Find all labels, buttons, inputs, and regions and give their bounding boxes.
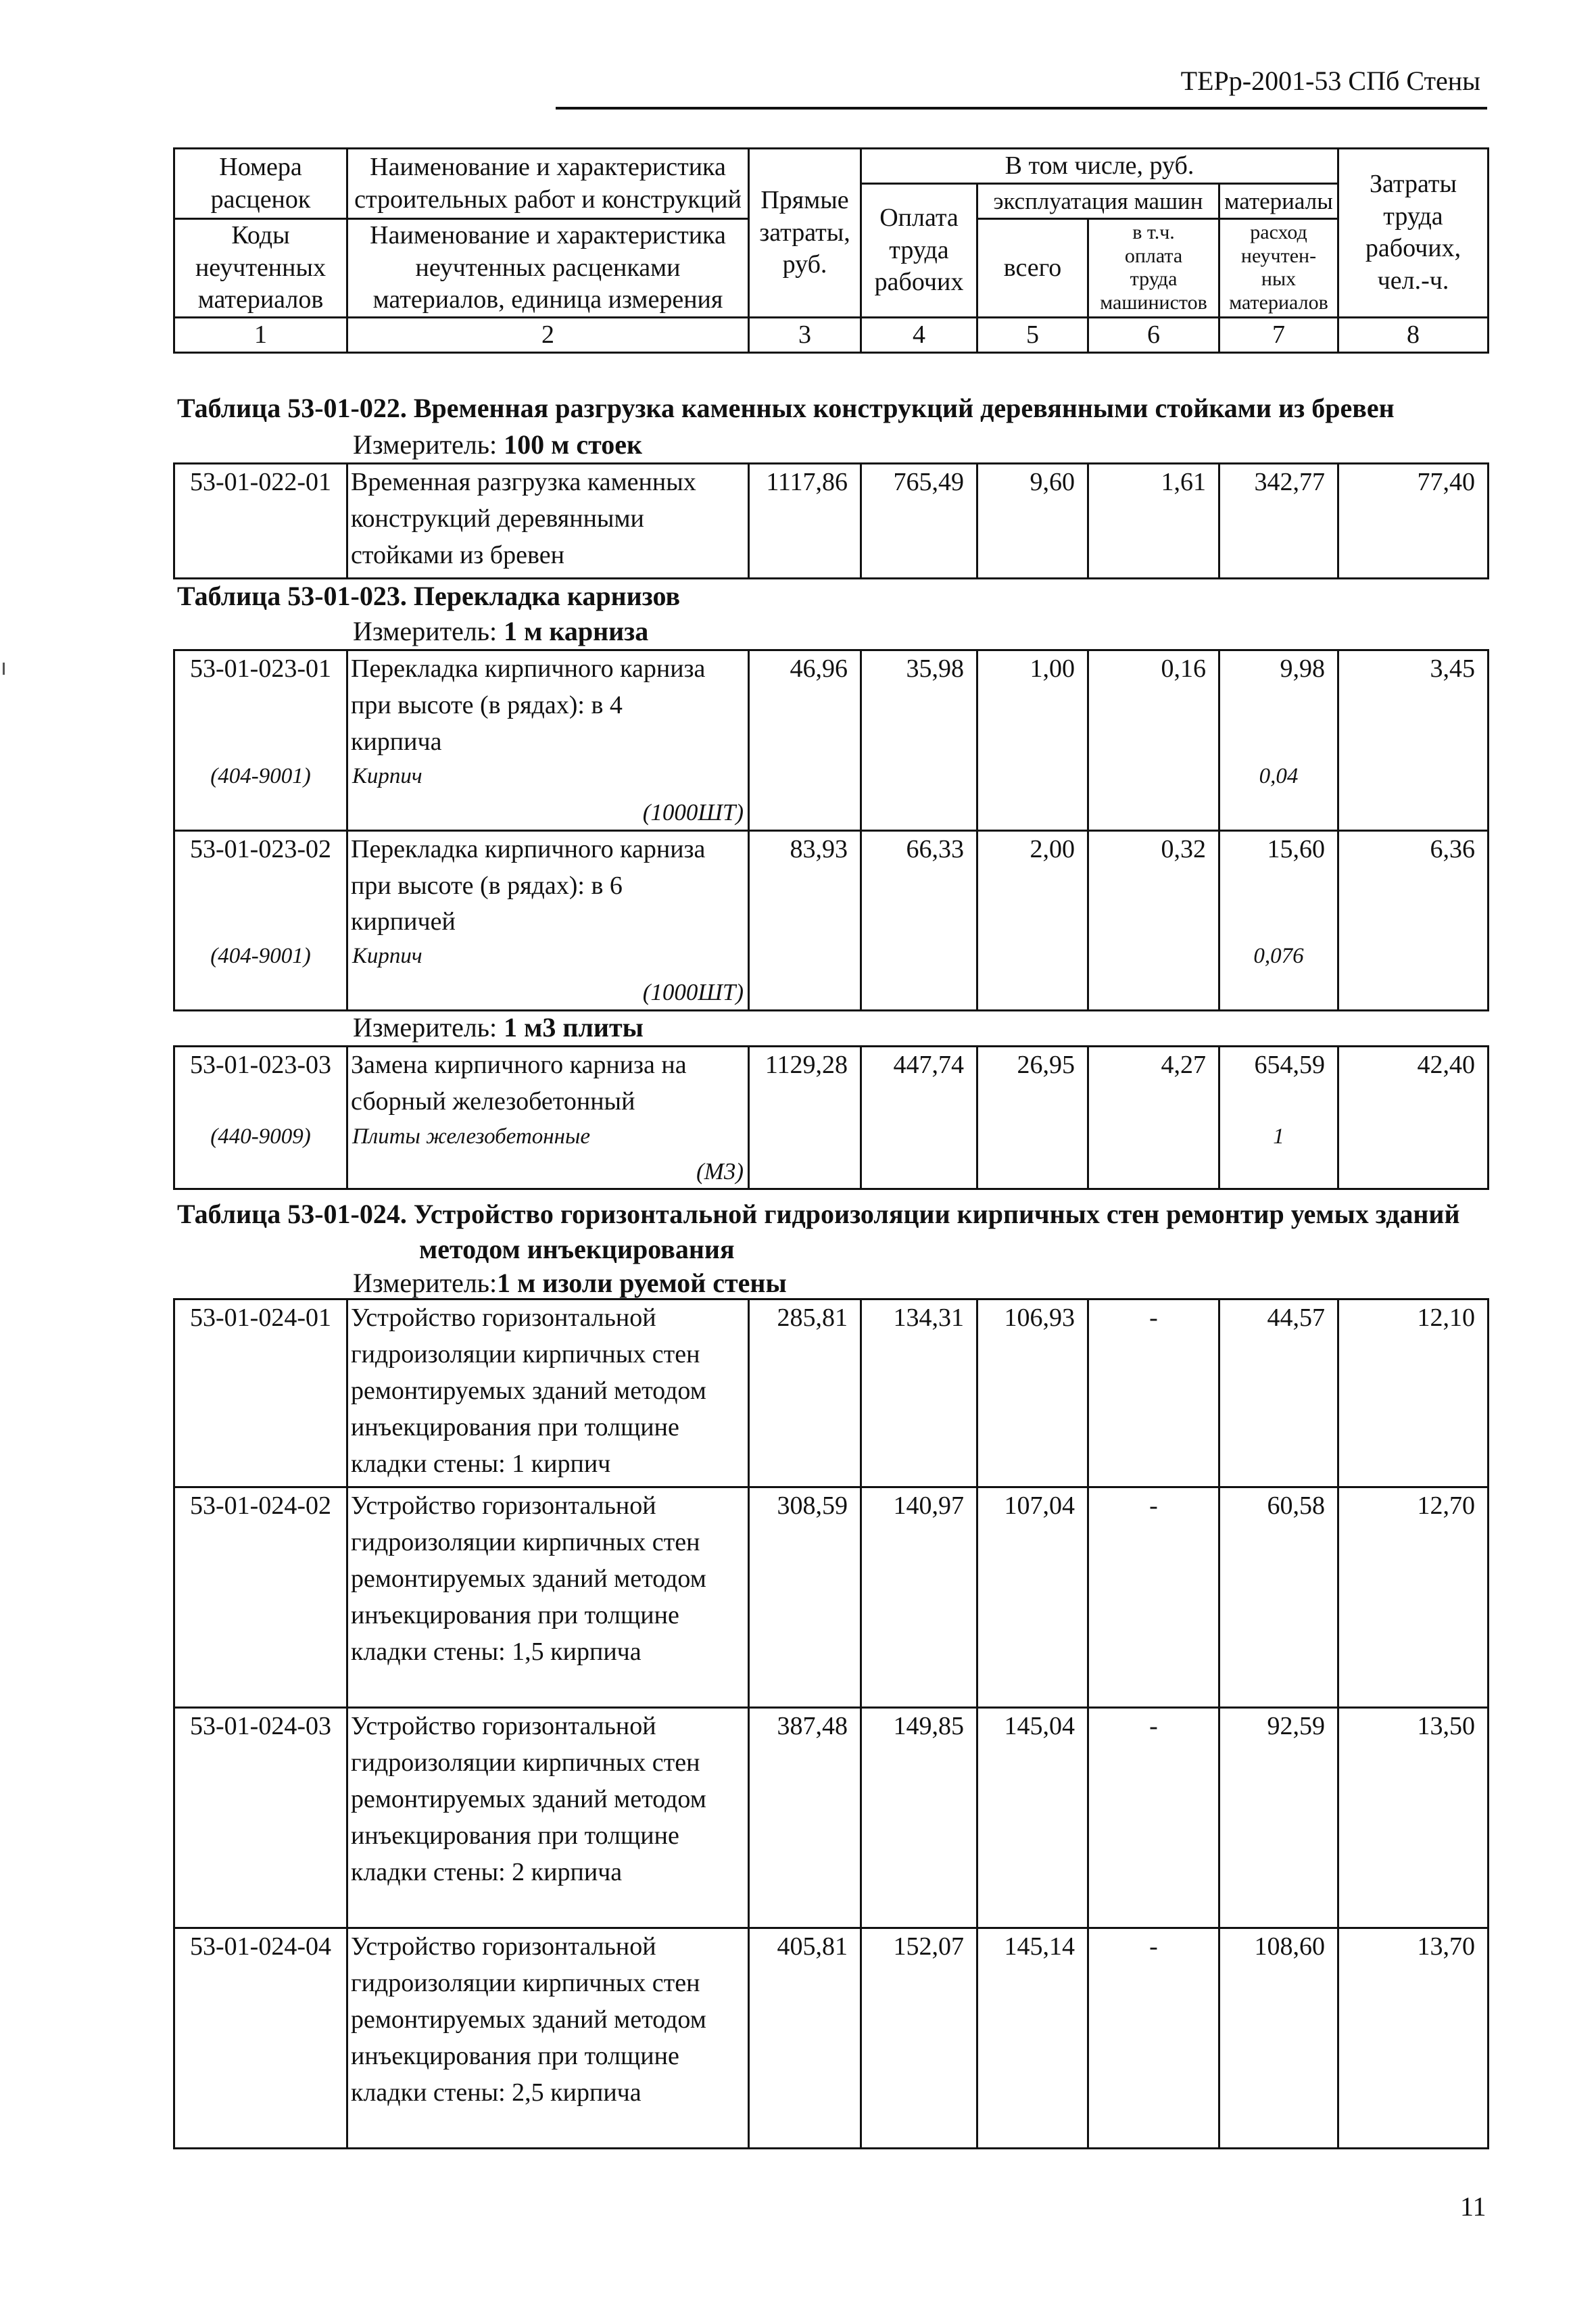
materials-cost: 9,98 (1219, 650, 1338, 761)
col1-bottom-header: Коды неучтенных материалов (174, 219, 347, 318)
rate-name: Устройство горизонтальной гидроизоляции кирпичных стен ремонтируемых зданий методом инъекцирования при толщине кладки стены: 2,5 кирпича (347, 1928, 749, 2149)
rate-table-023 (173, 649, 1489, 1011)
machines-cost: 107,04 (977, 1487, 1088, 1708)
table-title-023: Таблица 53-01-023. Перекладка карнизов (177, 581, 681, 611)
direct-cost: 285,81 (749, 1299, 861, 1487)
materials-cost: 15,60 (1219, 830, 1338, 940)
col-number-1: 1 (174, 317, 347, 352)
col-number-3: 3 (749, 317, 861, 352)
table-row (174, 1708, 1489, 1928)
operators-cost: 4,27 (1088, 1047, 1219, 1189)
labor-hours: 13,50 (1338, 1708, 1489, 1928)
rate-code: 53-01-022-01 (174, 464, 347, 579)
labor-cost: 765,49 (861, 464, 977, 579)
machines-cost: 145,04 (977, 1708, 1088, 1928)
rate-code: 53-01-023-03 (174, 1047, 347, 1121)
table-row (174, 464, 1489, 579)
rate-code: 53-01-024-02 (174, 1487, 347, 1708)
material-qty: 1 (1219, 1121, 1338, 1189)
group-header: В том числе, руб. (861, 149, 1338, 184)
material-name: Кирпич (347, 940, 749, 976)
table-title-024-cont: методом инъекцирования (419, 1234, 735, 1264)
col-number-2: 2 (347, 317, 749, 352)
direct-cost: 405,81 (749, 1928, 861, 2149)
table-row (174, 1299, 1489, 1487)
labor-hours: 13,70 (1338, 1928, 1489, 2149)
operators-cost: 0,16 (1088, 650, 1219, 831)
materials-cost: 60,58 (1219, 1487, 1338, 1708)
operators-cost: 0,32 (1088, 830, 1219, 1011)
materials-header: материалы (1219, 184, 1338, 219)
direct-cost: 308,59 (749, 1487, 861, 1708)
labor-hours: 77,40 (1338, 464, 1489, 579)
material-qty: 0,076 (1219, 940, 1338, 1010)
labor-hours: 12,10 (1338, 1299, 1489, 1487)
table-title-022: Таблица 53-01-022. Временная разгрузка каменных конструкций деревянными стойками из бревен (177, 393, 1395, 423)
rate-name: Перекладка кирпичного карниза при высоте (в рядах): в 6 кирпичей (347, 830, 749, 940)
rate-name: Устройство горизонтальной гидроизоляции кирпичных стен ремонтируемых зданий методом инъекцирования при толщине кладки стены: 1,5 кирпича (347, 1487, 749, 1708)
col-number-6: 6 (1088, 317, 1219, 352)
materials-cost: 108,60 (1219, 1928, 1338, 2149)
rate-table-023-slab (173, 1045, 1489, 1190)
col2-bottom-header: Наименование и характеристика неучтенных расценками материалов, единица измерения (347, 219, 749, 318)
machines-header: эксплуатация машин (977, 184, 1219, 219)
material-code: (404-9001) (174, 761, 347, 796)
labor-hours: 6,36 (1338, 830, 1489, 1011)
meter-023: Измеритель: 1 м карниза (353, 616, 649, 646)
material-name: Плиты железобетонные (347, 1121, 749, 1155)
table-row (174, 650, 1489, 761)
labor-cost: 140,97 (861, 1487, 977, 1708)
col3-header: Прямые затраты, руб. (749, 149, 861, 318)
operators-cost: - (1088, 1487, 1219, 1708)
col8-header: Затраты труда рабочих, чел.-ч. (1338, 149, 1489, 318)
labor-cost: 66,33 (861, 830, 977, 1011)
materials-cost: 44,57 (1219, 1299, 1338, 1487)
labor-hours: 42,40 (1338, 1047, 1489, 1189)
rate-code: 53-01-024-04 (174, 1928, 347, 2149)
machines-cost: 2,00 (977, 830, 1088, 1011)
labor-cost: 152,07 (861, 1928, 977, 2149)
material-unit: (М3) (347, 1155, 749, 1189)
machines-cost: 9,60 (977, 464, 1088, 579)
rate-code: 53-01-024-01 (174, 1299, 347, 1487)
page-number: 11 (1460, 2191, 1486, 2222)
direct-cost: 387,48 (749, 1708, 861, 1928)
table-row (174, 1487, 1489, 1708)
table-title-024: Таблица 53-01-024. Устройство горизонтальной гидроизоляции кирпичных стен ремонтир уемых зданий (177, 1199, 1460, 1229)
table-row (174, 830, 1489, 940)
material-code: (440-9009) (174, 1121, 347, 1155)
labor-cost: 149,85 (861, 1708, 977, 1928)
material-name: Кирпич (347, 761, 749, 796)
rate-name: Устройство горизонтальной гидроизоляции кирпичных стен ремонтируемых зданий методом инъекцирования при толщине кладки стены: 2 кирпича (347, 1708, 749, 1928)
rate-code: 53-01-024-03 (174, 1708, 347, 1928)
table-row (174, 1047, 1489, 1121)
col6-header: в т.ч. оплата труда машинистов (1088, 219, 1219, 318)
machines-cost: 106,93 (977, 1299, 1088, 1487)
table-row (174, 1928, 1489, 2149)
direct-cost: 83,93 (749, 830, 861, 1011)
operators-cost: - (1088, 1708, 1219, 1928)
meter-022: Измеритель: 100 м стоек (353, 429, 643, 460)
rate-code: 53-01-023-02 (174, 830, 347, 940)
column-header-table (173, 147, 1489, 354)
col1-top-header: Номера расценок (174, 149, 347, 219)
labor-hours: 3,45 (1338, 650, 1489, 831)
col-number-7: 7 (1219, 317, 1338, 352)
labor-cost: 134,31 (861, 1299, 977, 1487)
operators-cost: - (1088, 1928, 1219, 2149)
direct-cost: 1129,28 (749, 1047, 861, 1189)
materials-cost: 342,77 (1219, 464, 1338, 579)
col-number-5: 5 (977, 317, 1088, 352)
meter-024: Измеритель:1 м изоли руемой стены (353, 1268, 787, 1298)
labor-cost: 447,74 (861, 1047, 977, 1189)
document-header: ТЕРр-2001-53 СПб Стены (1180, 66, 1480, 96)
labor-cost: 35,98 (861, 650, 977, 831)
direct-cost: 46,96 (749, 650, 861, 831)
material-unit: (1000ШТ) (347, 796, 749, 830)
col7-header: расход неучтен- ных материалов (1219, 219, 1338, 318)
machines-cost: 1,00 (977, 650, 1088, 831)
rate-table-022 (173, 462, 1489, 579)
materials-cost: 92,59 (1219, 1708, 1338, 1928)
materials-cost: 654,59 (1219, 1047, 1338, 1121)
direct-cost: 1117,86 (749, 464, 861, 579)
rate-name: Временная разгрузка каменных конструкций деревянными стойками из бревен (347, 464, 749, 579)
operators-cost: 1,61 (1088, 464, 1219, 579)
rate-name: Перекладка кирпичного карниза при высоте (в рядах): в 4 кирпича (347, 650, 749, 761)
meter-023-slab: Измеритель: 1 м3 плиты (353, 1012, 644, 1043)
col2-top-header: Наименование и характеристика строительных работ и конструкций (347, 149, 749, 219)
labor-hours: 12,70 (1338, 1487, 1489, 1708)
material-qty: 0,04 (1219, 761, 1338, 830)
header-rule (556, 107, 1487, 110)
machines-cost: 26,95 (977, 1047, 1088, 1189)
col5-header: всего (977, 219, 1088, 318)
machines-cost: 145,14 (977, 1928, 1088, 2149)
operators-cost: - (1088, 1299, 1219, 1487)
rate-table-024 (173, 1298, 1489, 2149)
rate-name: Устройство горизонтальной гидроизоляции кирпичных стен ремонтируемых зданий методом инъекцирования при толщине кладки стены: 1 кирпич (347, 1299, 749, 1487)
material-code: (404-9001) (174, 940, 347, 976)
material-unit: (1000ШТ) (347, 976, 749, 1010)
col4-header: Оплата труда рабочих (861, 184, 977, 318)
rate-code: 53-01-023-01 (174, 650, 347, 761)
col-number-4: 4 (861, 317, 977, 352)
rate-name: Замена кирпичного карниза на сборный железобетонный (347, 1047, 749, 1121)
col-number-8: 8 (1338, 317, 1489, 352)
scan-margin-mark (3, 663, 5, 675)
